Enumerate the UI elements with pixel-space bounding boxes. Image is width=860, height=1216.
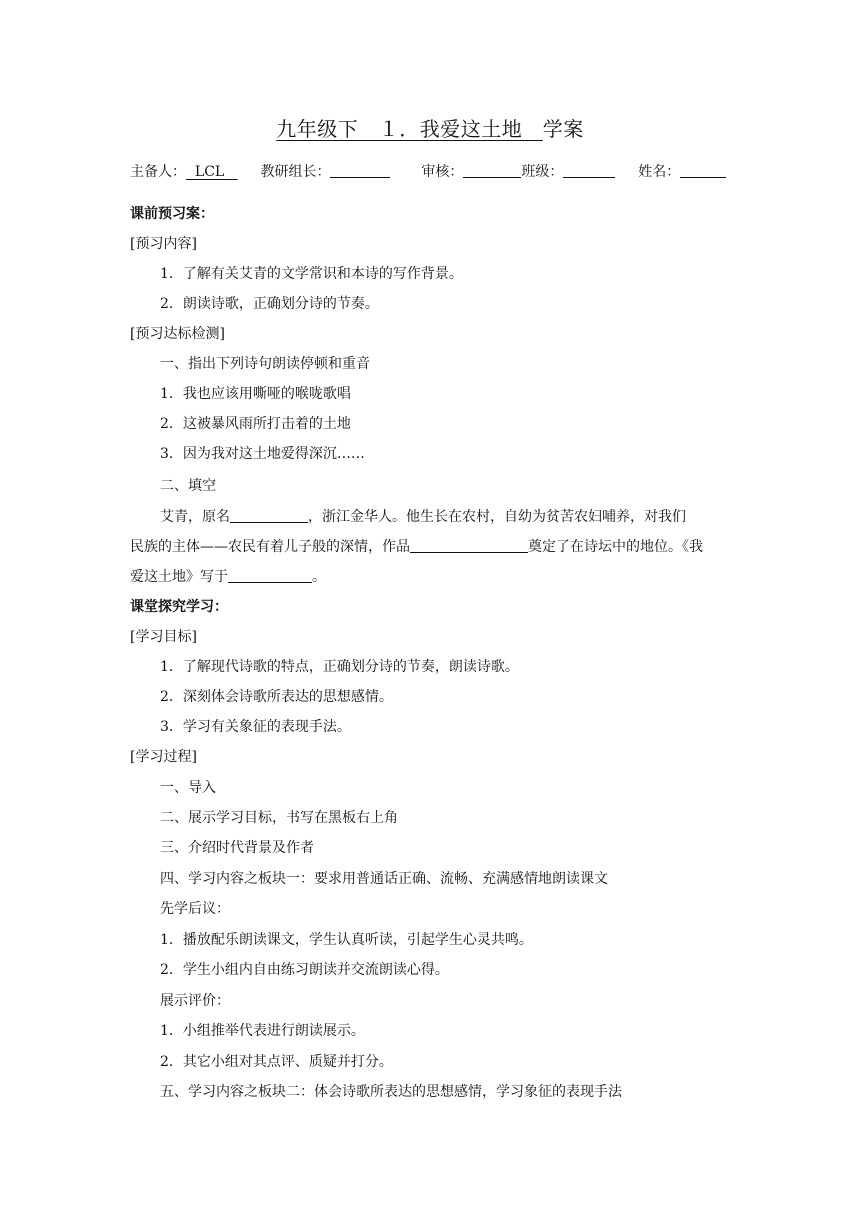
goal-item: 1．了解现代诗歌的特点，正确划分诗的节奏，朗读诗歌。	[160, 659, 519, 675]
fill-blank-date[interactable]	[228, 568, 312, 583]
fill-blank-name[interactable]	[230, 508, 308, 523]
leader-label: 教研组长：	[260, 164, 331, 180]
title-suffix: 学案	[542, 117, 584, 141]
process-item: 1．小组推举代表进行朗读展示。	[160, 1023, 365, 1039]
process-item: 三、介绍时代背景及作者	[160, 840, 314, 856]
leader-blank[interactable]	[330, 163, 390, 178]
preparer-label: 主备人：	[130, 164, 186, 180]
fill-text: 奠定了在诗坛中的地位。《我	[528, 539, 703, 555]
preview-content-tag: [预习内容]	[130, 236, 197, 252]
class-label: 班级：	[521, 164, 564, 180]
preview-item: 2．朗读诗歌，正确划分诗的节奏。	[160, 296, 379, 312]
preparer-value: LCL	[194, 164, 225, 180]
check-line: 1．我也应该用嘶哑的喉咙歌唱	[160, 386, 351, 402]
title-main: 九年级下 １．我爱这土地	[276, 117, 543, 141]
process-item: 展示评价：	[160, 993, 230, 1009]
check-part1: 一、指出下列诗句朗读停顿和重音	[160, 356, 370, 372]
goals-tag: [学习目标]	[130, 629, 197, 645]
review-label: 审核：	[421, 164, 464, 180]
process-item: 2．学生小组内自由练习朗读并交流朗读心得。	[160, 962, 449, 978]
fill-blank-work[interactable]	[410, 538, 528, 553]
name-blank[interactable]	[680, 163, 726, 178]
check-part2: 二、填空	[160, 478, 216, 494]
fill-line-2	[130, 537, 703, 557]
fill-line-1	[160, 507, 686, 527]
name-label: 姓名：	[638, 164, 681, 180]
process-tag: [学习过程]	[130, 749, 197, 765]
goal-item: 2．深刻体会诗歌所表达的思想感情。	[160, 689, 393, 705]
fill-text: 。	[312, 569, 326, 585]
fill-text: 艾青，原名	[160, 509, 230, 525]
goal-item: 3．学习有关象征的表现手法。	[160, 719, 351, 735]
check-tag: [预习达标检测]	[130, 326, 225, 342]
check-line: 3．因为我对这土地爱得深沉……	[160, 446, 365, 462]
page-title	[0, 113, 860, 142]
info-line	[130, 162, 726, 182]
process-item: 1．播放配乐朗读课文，学生认真听读，引起学生心灵共鸣。	[160, 932, 533, 948]
process-item: 二、展示学习目标，书写在黑板右上角	[160, 810, 398, 826]
process-item: 五、学习内容之板块二：体会诗歌所表达的思想感情，学习象征的表现手法	[160, 1084, 622, 1100]
class-heading: 课堂探究学习：	[130, 599, 228, 615]
process-item: 四、学习内容之板块一：要求用普通话正确、流畅、充满感情地朗读课文	[160, 871, 608, 887]
fill-text: ，浙江金华人。他生长在农村，自幼为贫苦农妇哺养，对我们	[308, 509, 686, 525]
review-blank[interactable]	[463, 163, 521, 178]
fill-text: 爱这土地》写于	[130, 569, 228, 585]
preview-item: 1．了解有关艾青的文学常识和本诗的写作背景。	[160, 266, 463, 282]
process-item: 先学后议：	[160, 901, 230, 917]
process-item: 2．其它小组对其点评、质疑并打分。	[160, 1054, 393, 1070]
preview-heading: 课前预习案：	[130, 206, 214, 222]
class-blank[interactable]	[563, 163, 615, 178]
fill-line-3	[130, 567, 326, 587]
fill-text: 民族的主体——农民有着儿子般的深情，作品	[130, 539, 410, 555]
process-item: 一、导入	[160, 780, 216, 796]
check-line: 2．这被暴风雨所打击着的土地	[160, 416, 351, 432]
